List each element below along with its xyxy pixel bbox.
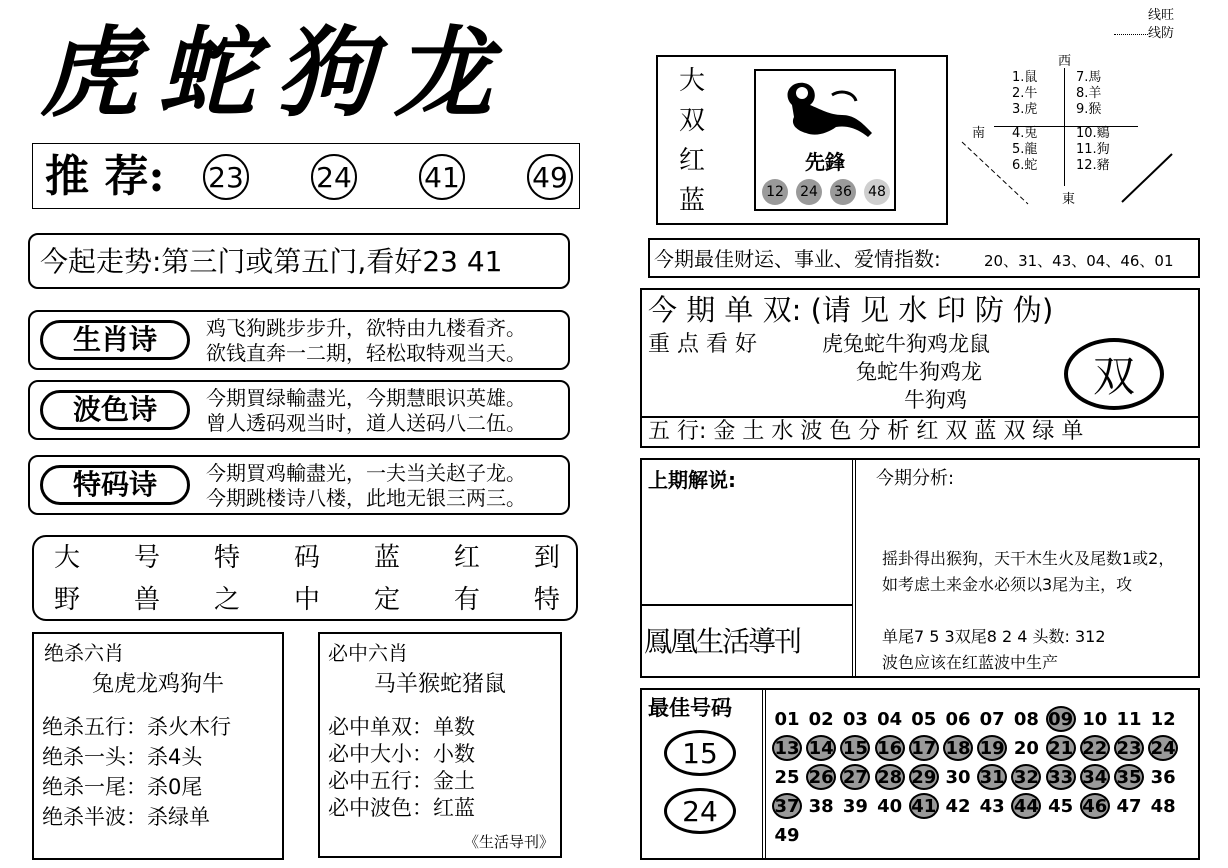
- number-cell: 47: [1116, 795, 1142, 817]
- number-cell: 44: [1011, 793, 1041, 819]
- compass-item: 11.狗: [1076, 142, 1110, 157]
- number-cell: 39: [842, 795, 868, 817]
- compass-east: 東: [1062, 192, 1076, 207]
- riddle-char: 定: [373, 585, 400, 615]
- kill-box: [32, 632, 284, 860]
- compass-note-down: 线防: [1148, 26, 1175, 41]
- number-cell: 25: [774, 766, 800, 788]
- number-cell: 49: [774, 824, 800, 846]
- xianfeng-ball: 24: [796, 179, 822, 205]
- number-cell: 31: [977, 764, 1007, 790]
- number-cell: 23: [1114, 735, 1144, 761]
- number-cell: 36: [1150, 766, 1176, 788]
- recommend-number: 24: [311, 154, 357, 200]
- number-cell: 17: [909, 735, 939, 761]
- best-title: 最佳号码: [648, 696, 732, 720]
- number-cell: 27: [840, 764, 870, 790]
- number-cell: 33: [1046, 764, 1076, 790]
- number-cell: 43: [979, 795, 1005, 817]
- recommend-number: 41: [419, 154, 465, 200]
- danshuang-line: 虎兔蛇牛狗鸡龙鼠: [822, 332, 990, 356]
- number-cell: 32: [1011, 764, 1041, 790]
- analysis-box: [640, 458, 1200, 678]
- riddle-char: 码: [293, 543, 320, 573]
- recommend-numbers: [203, 154, 573, 200]
- number-cell: 35: [1114, 764, 1144, 790]
- analysis-tail: 单尾7 5 3双尾8 2 4 头数: 312: [882, 627, 1106, 646]
- recommend-label: 推 荐:: [45, 151, 165, 202]
- this-title: 今期分析:: [876, 468, 955, 489]
- kill-title: 绝杀六肖: [44, 641, 124, 665]
- xianfeng-side-char: 红: [678, 146, 705, 176]
- poem-line: 曾人透码观当时，道人送码八二伍。: [206, 411, 526, 435]
- number-cell: 07: [979, 708, 1005, 730]
- riddle-char: 蓝: [373, 543, 400, 573]
- compass-item: 7.馬: [1076, 70, 1102, 85]
- sure-zodiacs: 马羊猴蛇猪鼠: [373, 672, 506, 697]
- number-cell: 29: [909, 764, 939, 790]
- riddle-char: 特: [213, 543, 240, 573]
- compass-item: 10.鷄: [1076, 126, 1110, 141]
- danshuang-box: [640, 288, 1200, 448]
- number-cell: 46: [1080, 793, 1110, 819]
- number-cell: 34: [1080, 764, 1110, 790]
- xianfeng-label: 先鋒: [805, 150, 845, 174]
- page-title: 虎蛇狗龙: [40, 16, 513, 131]
- number-cell: 41: [909, 793, 939, 819]
- number-cell: 10: [1082, 708, 1108, 730]
- number-cell: 48: [1150, 795, 1176, 817]
- fortune-box: [648, 238, 1200, 278]
- poem-label: 特码诗: [40, 465, 190, 505]
- best-pick: 15: [664, 730, 736, 776]
- poem-box-zodiac: [28, 310, 570, 370]
- compass-item: 2.牛: [1012, 86, 1038, 101]
- number-cell: 18: [943, 735, 973, 761]
- best-left: [642, 690, 766, 858]
- number-cell: 13: [772, 735, 802, 761]
- analysis-wave: 波色应该在红蓝波中生产: [882, 653, 1059, 672]
- sure-line: 必中波色：红蓝: [328, 796, 475, 820]
- number-cell: 12: [1150, 708, 1176, 730]
- number-cell: 09: [1046, 706, 1076, 732]
- number-grid: [772, 706, 1200, 856]
- number-cell: 02: [808, 708, 834, 730]
- analysis-left: [642, 460, 856, 676]
- number-cell: 24: [1148, 735, 1178, 761]
- trend-box: [28, 233, 570, 289]
- number-cell: 40: [877, 795, 903, 817]
- monkey-figure-icon: [772, 75, 882, 147]
- number-cell: 28: [875, 764, 905, 790]
- riddle-char: 大: [54, 543, 81, 573]
- riddle-char: 红: [453, 543, 480, 573]
- sure-title: 必中六肖: [328, 641, 408, 665]
- riddle-char: 有: [453, 585, 480, 615]
- riddle-row: [54, 541, 560, 575]
- poem-box-special: [28, 455, 570, 515]
- compass-item: 6.蛇: [1012, 158, 1038, 173]
- riddle-char: 兽: [133, 585, 160, 615]
- xianfeng-panel: [754, 69, 896, 211]
- kill-line: 绝杀一头：杀4头: [42, 745, 203, 769]
- best-box: [640, 688, 1200, 860]
- riddle-box: [32, 535, 578, 621]
- compass-item: 5.龍: [1012, 142, 1038, 157]
- number-cell: 04: [877, 708, 903, 730]
- poem-line: 欲钱直奔一二期，轻松取特观当天。: [206, 341, 526, 365]
- riddle-char: 号: [133, 543, 160, 573]
- xianfeng-balls: [762, 179, 890, 205]
- recommend-number: 23: [203, 154, 249, 200]
- recommend-number: 49: [527, 154, 573, 200]
- analysis-sep: [642, 604, 852, 606]
- riddle-row: [54, 583, 560, 617]
- poem-label: 生肖诗: [40, 320, 190, 360]
- sure-footer: 《生活导刊》: [463, 833, 554, 851]
- brand-logo: 鳳凰生活導刊: [644, 625, 801, 658]
- number-cell: 21: [1046, 735, 1076, 761]
- number-cell: 01: [774, 708, 800, 730]
- danshuang-stamp: 双: [1064, 338, 1164, 410]
- kill-line: 绝杀五行：杀火木行: [42, 715, 231, 739]
- number-cell: 14: [806, 735, 836, 761]
- number-cell: 15: [840, 735, 870, 761]
- kill-zodiacs: 兔虎龙鸡狗牛: [91, 672, 224, 697]
- number-cell: 37: [772, 793, 802, 819]
- xianfeng-ball: 48: [864, 179, 890, 205]
- riddle-char: 野: [54, 585, 81, 615]
- compass-south: 南: [972, 126, 986, 141]
- number-cell: 19: [977, 735, 1007, 761]
- compass-item: 12.豬: [1076, 158, 1110, 173]
- recommend-box: [32, 143, 580, 209]
- xianfeng-ball: 36: [830, 179, 856, 205]
- poem-line: 今期跳楼诗八楼，此地无银三两三。: [206, 486, 526, 510]
- compass-item: 9.猴: [1076, 102, 1102, 117]
- xianfeng-ball: 12: [762, 179, 788, 205]
- fortune-label: 今期最佳财运、事业、爱情指数:: [654, 247, 941, 271]
- number-cell: 45: [1048, 795, 1074, 817]
- xianfeng-side: [674, 61, 710, 221]
- number-cell: 22: [1080, 735, 1110, 761]
- compass-left: [1012, 70, 1037, 174]
- danshuang-line: 牛狗鸡: [904, 388, 967, 412]
- number-cell: 20: [1013, 737, 1039, 759]
- danshuang-focus: 重 点 看 好: [648, 332, 757, 357]
- number-cell: 30: [945, 766, 971, 788]
- poem-box-color: [28, 380, 570, 440]
- number-cell: 16: [875, 735, 905, 761]
- danshuang-wuxing: 五 行: 金 土 水 波 色 分 析 红 双 蓝 双 绿 单: [648, 419, 1084, 444]
- poem-label: 波色诗: [40, 390, 190, 430]
- fortune-numbers: 20、31、43、04、46、01: [984, 252, 1174, 270]
- xianfeng-side-char: 大: [678, 66, 705, 96]
- last-title: 上期解说:: [648, 468, 736, 492]
- best-pick: 24: [664, 788, 736, 834]
- compass-item: 8.羊: [1076, 86, 1102, 101]
- number-cell: 42: [945, 795, 971, 817]
- danshuang-head: 今 期 单 双: (请 见 水 印 防 伪): [648, 293, 1054, 327]
- sure-line: 必中单双：单数: [328, 715, 475, 739]
- compass-item: 1.鼠: [1012, 70, 1038, 85]
- sure-box: [318, 632, 562, 858]
- number-cell: 06: [945, 708, 971, 730]
- xianfeng-side-char: 双: [678, 106, 705, 136]
- riddle-char: 到: [533, 543, 560, 573]
- sure-line: 必中大小：小数: [328, 742, 475, 766]
- kill-line: 绝杀一尾：杀0尾: [42, 775, 203, 799]
- analysis-body: 摇卦得出猴狗，天干木生火及尾数1或2，如考虑土来金水必须以3尾为主，攻: [882, 549, 1175, 594]
- sure-line: 必中五行：金土: [328, 769, 475, 793]
- poem-line: 今期買鸡輸盡光，一夫当关赵子龙。: [206, 461, 526, 485]
- poem-line: 今期買绿輸盡光，今期慧眼识英雄。: [206, 386, 526, 410]
- number-cell: 11: [1116, 708, 1142, 730]
- poem-line: 鸡飞狗跳步步升，欲特由九楼看齐。: [206, 316, 526, 340]
- xianfeng-box: [656, 55, 948, 225]
- trend-text: 今起走势:第三门或第五门,看好23 41: [40, 245, 503, 278]
- number-cell: 08: [1013, 708, 1039, 730]
- number-cell: 26: [806, 764, 836, 790]
- danshuang-line: 兔蛇牛狗鸡龙: [856, 360, 982, 384]
- compass: [958, 6, 1220, 216]
- compass-item: 4.兎: [1012, 126, 1038, 141]
- riddle-char: 特: [533, 585, 560, 615]
- number-cell: 05: [911, 708, 937, 730]
- riddle-char: 之: [213, 585, 240, 615]
- number-cell: 38: [808, 795, 834, 817]
- kill-line: 绝杀半波：杀绿单: [42, 805, 210, 829]
- compass-item: 3.虎: [1012, 102, 1038, 117]
- xianfeng-side-char: 蓝: [678, 186, 705, 216]
- compass-right: [1076, 70, 1110, 174]
- number-cell: 03: [842, 708, 868, 730]
- compass-note-up: 线旺: [1148, 8, 1175, 23]
- riddle-char: 中: [293, 585, 320, 615]
- compass-west: 西: [1058, 54, 1072, 69]
